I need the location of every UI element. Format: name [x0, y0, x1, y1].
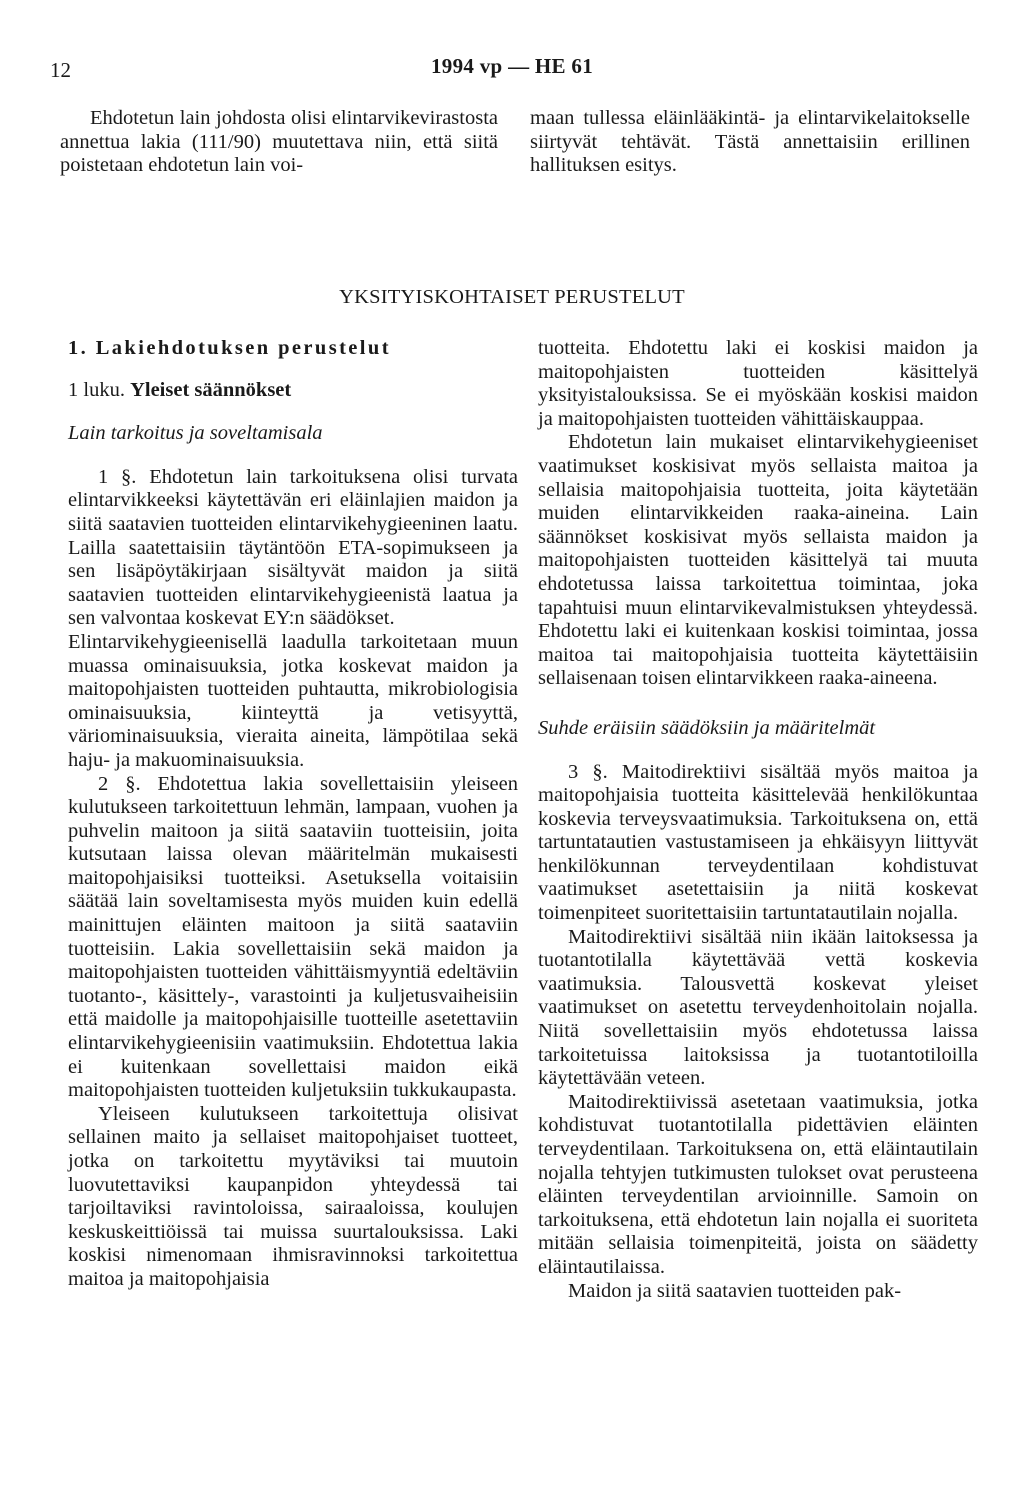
paragraph: tuotteita. Ehdotettu laki ei koskisi maidon ja maitopohjaisten tuotteiden käsittelyä yksityistalouksissa. Se ei myöskään koskisi maidon ja maitopohjaisten tuotteiden vähittäiskauppaa. [538, 337, 978, 430]
main-left-column [68, 337, 518, 1292]
paragraph: Ehdotetun lain mukaiset elintarvikehygieeniset vaatimukset koskisivat myös sellaista maitoa ja sellaisia maitopohjaisia tuotteita, joita käytetään muiden elintarvikkeiden raaka-aineina. Lain säännökset koskisivat myös sellaista maidon ja maitopohjaisten tuotteiden käsittelyä tai muuta ehdotetussa laissa tarkoitettua toimintaa, joka tapahtuisi muun elintarvikevalmistuksen yhteydessä. Ehdotettu laki ei kuitenkaan koskisi toimintaa, jossa maitoa tai maitopohjaisia tuotteita käytettäisiin sellaisenaan toisen elintarvikkeen raaka-aineena. [538, 431, 978, 690]
intro-right-paragraph: maan tullessa eläinlääkintä- ja elintarvikelaitokselle siirtyvät tehtävät. Tästä annettaisiin erillinen hallituksen esitys. [530, 107, 970, 177]
intro-left-paragraph: Ehdotetun lain johdosta olisi elintarvikevirastosta annettua lakia (111/90) muutettava niin, että siitä poistetaan ehdotetun lain voi- [60, 107, 498, 177]
chapter-subtitle [68, 379, 518, 403]
paragraph: Yleiseen kulutukseen tarkoitettuja olisivat sellainen maito ja sellaiset maitopohjaiset tuotteet, jotka on tarkoitettu myytäviksi tai muutoin luovutettaviksi kaupanpidon yhteydessä tai tarjoiltaviksi ravintoloissa, sairaaloissa, koulujen keskuskeittiöissä tai muissa suurtalouksissa. Laki koskisi nimenomaan ihmisravinnoksi tarkoitettua maitoa ja maitopohjaisia [68, 1102, 518, 1290]
section-title: YKSITYISKOHTAISET PERUSTELUT [339, 286, 685, 308]
chapter-heading: 1. Lakiehdotuksen perustelut [68, 337, 391, 359]
intro-left-column [60, 107, 498, 178]
intro-right-column [530, 107, 970, 178]
page-number: 12 [50, 58, 71, 82]
paragraph: Maitodirektiivissä asetetaan vaatimuksia, jotka kohdistuvat tuotantotilalla pidettävien eläinten terveydentilaan. Tarkoituksena on, että eläintautilain nojalla tehtyjen tutkimusten tulokset ovat perusteena eläinten terveydentilan arvioinnille. Samoin on tarkoituksena, että ehdotetun lain nojalla ei suoriteta mitään sellaisia toimenpiteitä, joista on säädetty eläintautilaissa. [538, 1090, 978, 1278]
paragraph: Maidon ja siitä saatavien tuotteiden pak- [568, 1279, 902, 1302]
paragraph: Elintarvikehygieenisellä laadulla tarkoitetaan muun muassa ominaisuuksia, jotka koskevat maidon ja maitopohjaisten tuotteiden puhtautta, mikrobiologisia ominaisuuksia, kiinteyttä ja vetisyyttä, väriominaisuuksia, vieraita aineita, lämpötilaa sekä haju- ja makuominaisuuksia. [68, 630, 518, 771]
paragraph: 2 §. Ehdotettua lakia sovellettaisiin yleiseen kulutukseen tarkoitettuun lehmän, lampaan, vuohen ja puhvelin maitoon ja siitä saataviin tuotteisiin, joita kutsutaan laissa olevan määritelmän mukaisesti maitopohjaisiksi tuotteiksi. Asetuksella voitaisiin säätää lain soveltamisesta myös muiden kuin edellä mainittujen eläinten maitoon ja siitä saataviin tuotteisiin. Lakia sovellettaisiin sekä maidon ja maitopohjaisten tuotteiden vähittäismyyntiä edeltäviin tuotanto-, käsittely-, varastointi ja kuljetusvaiheisiin että maidolle ja maitopohjaisille tuotteille asetettaviin elintarvikehygieenisiin vaatimuksiin. Ehdotettua lakia ei kuitenkaan sovellettaisi maidon eikä maitopohjaisten tuotteiden kuljetuksiin tukkukaupasta. [68, 772, 518, 1102]
subheading-relations: Suhde eräisiin säädöksiin ja määritelmät [538, 716, 876, 739]
running-header: 1994 vp — HE 61 [430, 54, 594, 78]
subheading-purpose: Lain tarkoitus ja soveltamisala [68, 422, 323, 445]
main-right-column [538, 337, 978, 1303]
paragraph: 3 §. Maitodirektiivi sisältää myös maitoa ja maitopohjaisia tuotteita käsittelevää henkilökuntaa koskevia terveysvaatimuksia. Tarkoituksena on, että tartuntatautien vastustamiseen ja ehkäisyyn liittyvät henkilökunnan terveydentilaan kohdistuvat vaatimukset asetettaisiin ja niitä koskevat toimenpiteet suoritettaisiin tartuntatautilain nojalla. [538, 760, 978, 925]
luku-title: Yleiset säännökset [130, 378, 292, 401]
paragraph: Maitodirektiivi sisältää niin ikään laitoksessa ja tuotantotilalla käytettävää vettä koskevia vaatimuksia. Talousvettä koskevat yleiset vaatimukset on asetettu terveydenhoitolain nojalla. Niitä sovellettaisiin myös ehdotetussa laissa tarkoitetuissa laitoksissa ja tuotantotiloilla käytettävään veteen. [538, 925, 978, 1090]
luku-prefix: 1 luku. [68, 378, 125, 401]
paragraph: 1 §. Ehdotetun lain tarkoituksena olisi turvata elintarvikkeeksi käytettävän eri eläinlajien maidon ja siitä saatavien tuotteiden elintarvikehygieeninen laatu. Lailla saatettaisiin täytäntöön ETA-sopimukseen ja sen lisäpöytäkirjaan sisältyvät maidon ja siitä saatavien tuotteiden elintarvikehygieenistä laatua ja sen valvontaa koskevat EY:n säädökset. [68, 465, 518, 630]
